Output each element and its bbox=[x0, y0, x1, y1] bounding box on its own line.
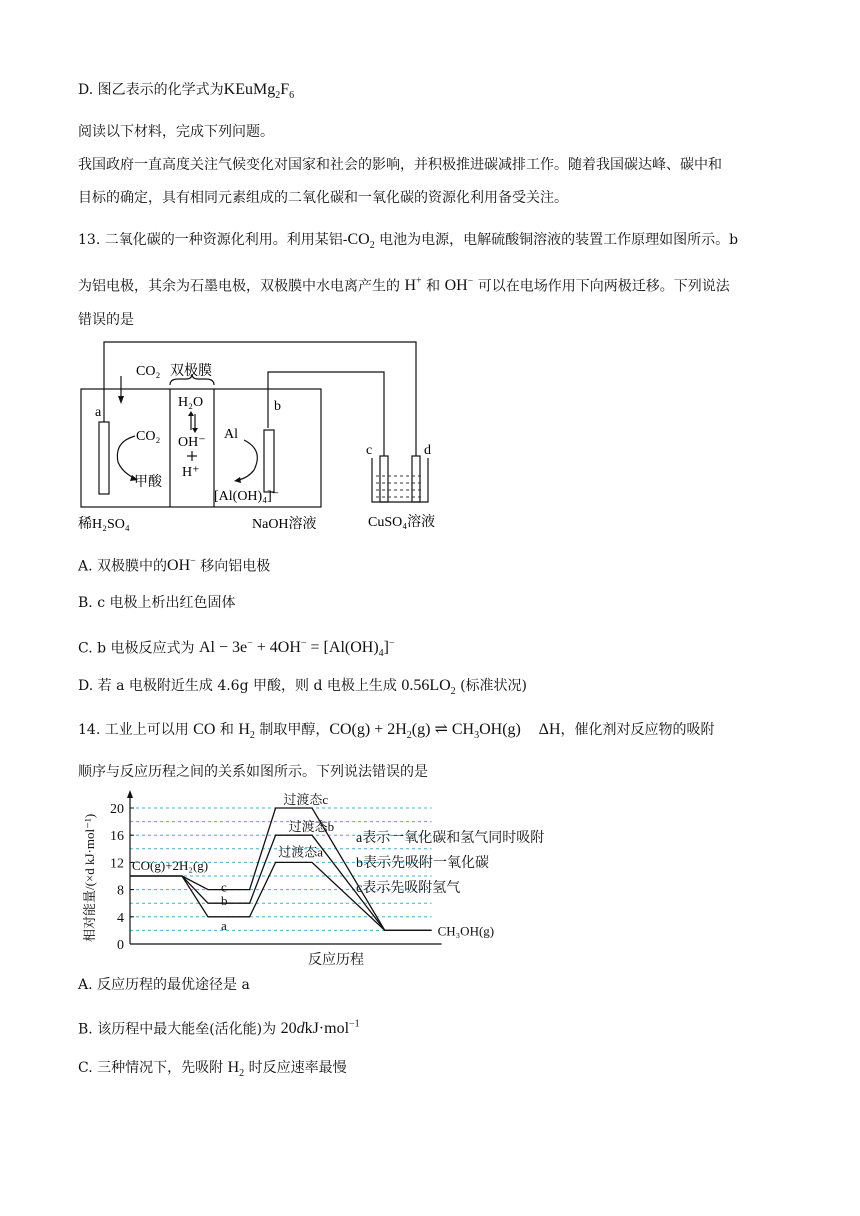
annotation-start: CO(g)+2H₂(g) bbox=[132, 858, 209, 873]
label-cuso4-solution: CuSO₄溶液 bbox=[368, 515, 436, 530]
y-tick-label: 8 bbox=[117, 883, 124, 899]
material-line-1: 我国政府一直高度关注气候变化对国家和社会的影响，并积极推进碳减排工作。随着我国碳达峰、碳中和 bbox=[78, 157, 722, 173]
q14-option-c: C. 三种情况下，先吸附 $H_2$ 时反应速率最慢 bbox=[78, 1059, 347, 1080]
label-formic-acid: 甲酸 bbox=[134, 475, 162, 490]
y-axis-label: 相对能量/(×d kJ·mol⁻¹) bbox=[82, 813, 97, 942]
label-electrode-b: b bbox=[274, 399, 281, 414]
label-oh: OH⁻ bbox=[178, 435, 206, 450]
label-bipolar-membrane: 双极膜 bbox=[170, 364, 212, 379]
material-line-2: 目标的确定，具有相同元素组成的二氧化碳和一氧化碳的资源化利用备受关注。 bbox=[78, 190, 568, 206]
q13-option-d: D. 若 a 电极附近生成 4.6g 甲酸，则 d 电极上生成 $0.56LO_2$ (标准状况) bbox=[78, 677, 528, 698]
annotation-end: CH₃OH(g) bbox=[437, 923, 495, 939]
q13-stem-line-1: 13. 二氧化碳的一种资源化利用。利用某铝$-CO_2$ 电池为电源，电解硫酸铜溶液的装置工作原理如图所示。b bbox=[78, 231, 739, 252]
y-tick-label: 20 bbox=[110, 802, 124, 817]
annotation-ts-a: 过渡态a bbox=[278, 844, 323, 860]
option-d-prev-text: D. 图乙表示的化学式为 bbox=[78, 82, 224, 98]
electrolysis-diagram bbox=[78, 338, 458, 538]
x-axis-label: 反应历程 bbox=[308, 953, 364, 968]
label-electrode-c: c bbox=[366, 443, 373, 458]
option-d-prev bbox=[78, 80, 294, 106]
intro-text: 阅读以下材料，完成下列问题。 bbox=[78, 124, 274, 140]
label-al: Al bbox=[224, 427, 238, 442]
option-d-formula: $KEuMg_2F_6$ bbox=[223, 81, 295, 102]
q13-option-c: C. b 电极反应式为 $Al - 3e^- + 4OH^- = [Al(OH)_4]^-$ bbox=[78, 638, 395, 660]
q14-stem-line-2: 顺序与反应历程之间的关系如图所示。下列说法错误的是 bbox=[78, 764, 428, 780]
y-axis-arrow bbox=[127, 790, 133, 798]
q13-option-a: A. 双极膜中的OH− 移向铝电极 bbox=[78, 556, 271, 575]
label-naoh-solution: NaOH溶液 bbox=[252, 517, 317, 532]
legend-entry: a表示一氧化碳和氢气同时吸附 bbox=[356, 831, 545, 846]
y-tick-label: 4 bbox=[117, 910, 124, 926]
y-tick-label: 16 bbox=[110, 829, 124, 845]
q14-option-a: A. 反应历程的最优途径是 a bbox=[78, 977, 250, 993]
label-co2-side: CO₂ bbox=[136, 429, 161, 444]
y-tick-label: 12 bbox=[110, 856, 124, 872]
label-electrode-d: d bbox=[424, 443, 431, 458]
label-co2-top: CO₂ bbox=[136, 364, 161, 379]
q13-option-b: B. c 电极上析出红色固体 bbox=[78, 595, 236, 611]
label-h: H⁺ bbox=[182, 465, 200, 480]
label-aloh4: [Al(OH)₄]⁻ bbox=[214, 489, 280, 504]
legend-entry: c表示先吸附氢气 bbox=[356, 881, 461, 896]
q14-option-b: B. 该历程中最大能垒(活化能)为 20dkJ·mol$^{-1}$ bbox=[78, 1019, 360, 1038]
label-electrode-a: a bbox=[95, 405, 102, 420]
y-tick-label: 0 bbox=[117, 938, 124, 953]
legend-entry: b表示先吸附一氧化碳 bbox=[356, 856, 489, 871]
annotation-ts-b: 过渡态b bbox=[288, 819, 335, 835]
q14-stem-line-1: 14. 工业上可以用 CO 和 $H_2$ 制取甲醇，$CO(g) + 2H_2(g)$ ⇌ $CH_3OH(g)$ ΔH，催化剂对反应物的吸附 bbox=[78, 721, 715, 742]
mark-b: b bbox=[221, 893, 228, 909]
q13-stem-line-3: 错误的是 bbox=[78, 312, 134, 328]
label-h2o: H₂O bbox=[178, 395, 204, 410]
q13-stem-line-2: 为铝电极，其余为石墨电极，双极膜中水电离产生的 H+ 和 OH− 可以在电场作用下向两极迁移。下列说法 bbox=[78, 276, 730, 295]
annotation-ts-c: 过渡态c bbox=[283, 792, 329, 807]
label-dilute-h2so4: 稀H₂SO₄ bbox=[78, 517, 130, 532]
energy-profile-chart bbox=[78, 790, 598, 968]
mark-c: c bbox=[221, 879, 227, 895]
mark-a: a bbox=[221, 917, 227, 933]
